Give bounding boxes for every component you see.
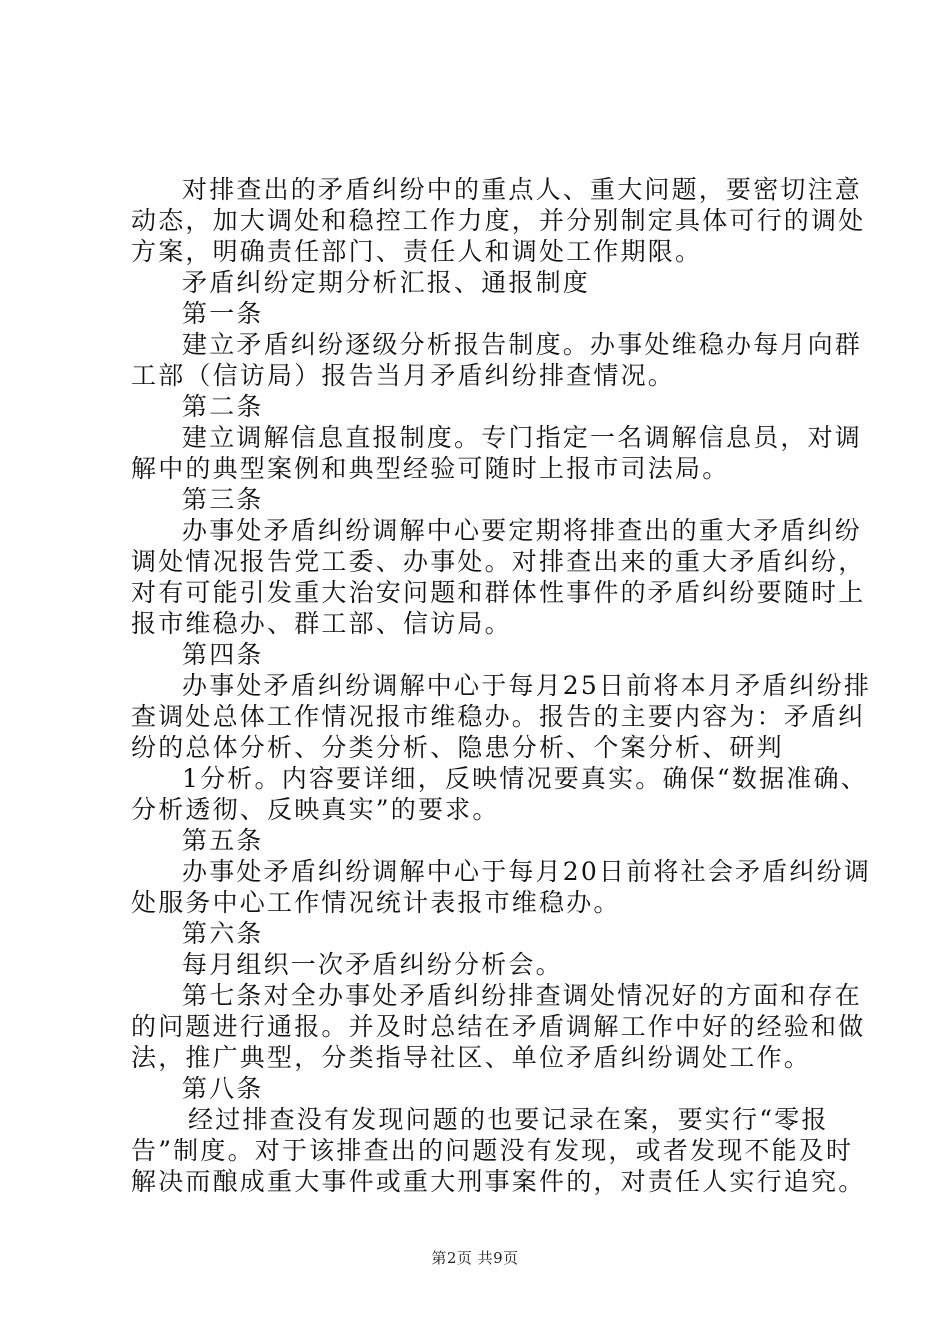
article-heading: 第三条 <box>182 485 264 514</box>
body-line: 处服务中心工作情况统计表报市维稳办。 <box>131 888 621 917</box>
body-line: 第七条对全办事处矛盾纠纷排查调处情况好的方面和存在 <box>182 981 863 1010</box>
body-line: 分析透彻、反映真实”的要求。 <box>131 795 500 824</box>
body-line: 建立矛盾纠纷逐级分析报告制度。办事处维稳办每月向群 <box>182 330 863 359</box>
article-heading: 第二条 <box>182 392 264 421</box>
body-line: 报市维稳办、群工部、信访局。 <box>131 609 512 638</box>
body-line: 建立调解信息直报制度。专门指定一名调解信息员，对调 <box>182 423 863 452</box>
body-line: 方案，明确责任部门、责任人和调处工作期限。 <box>131 237 703 266</box>
body-line: 办事处矛盾纠纷调解中心要定期将排查出的重大矛盾纠纷 <box>182 516 863 545</box>
body-line: 查调处总体工作情况报市维稳办。报告的主要内容为：矛盾纠 <box>131 702 866 731</box>
body-line: 1分析。内容要详细，反映情况要真实。确保“数据准确、 <box>182 764 868 793</box>
body-line: 解中的典型案例和典型经验可随时上报市司法局。 <box>131 454 730 483</box>
body-line: 的问题进行通报。并及时总结在矛盾调解工作中好的经验和做 <box>131 1012 866 1041</box>
section-heading: 矛盾纠纷定期分析汇报、通报制度 <box>182 268 591 297</box>
body-line: 对有可能引发重大治安问题和群体性事件的矛盾纠纷要随时上 <box>131 578 866 607</box>
body-line: 办事处矛盾纠纷调解中心于每月20日前将社会矛盾纠纷调 <box>182 857 872 886</box>
body-line: 调处情况报告党工委、办事处。对排查出来的重大矛盾纠纷， <box>131 547 866 576</box>
body-line: 告”制度。对于该排查出的问题没有发现，或者发现不能及时 <box>131 1136 854 1165</box>
body-line: 对排查出的矛盾纠纷中的重点人、重大问题，要密切注意 <box>182 175 863 204</box>
article-heading: 第八条 <box>182 1074 264 1103</box>
body-line: 动态，加大调处和稳控工作力度，并分别制定具体可行的调处 <box>131 206 866 235</box>
body-line: 解决而酿成重大事件或重大刑事案件的，对责任人实行追究。 <box>131 1167 866 1196</box>
body-line: 经过排查没有发现问题的也要记录在案，要实行“零报 <box>188 1105 829 1134</box>
article-heading: 第四条 <box>182 640 264 669</box>
body-line: 纷的总体分析、分类分析、隐患分析、个案分析、研判 <box>131 733 784 762</box>
article-heading: 第一条 <box>182 299 264 328</box>
page-number-footer: 第2页 共9页 <box>431 1249 519 1267</box>
body-line: 工部（信访局）报告当月矛盾纠纷排查情况。 <box>131 361 676 390</box>
body-line: 办事处矛盾纠纷调解中心于每月25日前将本月矛盾纠纷排 <box>182 671 872 700</box>
article-heading: 第五条 <box>182 826 264 855</box>
body-line: 法，推广典型，分类指导社区、单位矛盾纠纷调处工作。 <box>131 1043 812 1072</box>
body-line: 每月组织一次矛盾纠纷分析会。 <box>182 950 563 979</box>
article-heading: 第六条 <box>182 919 264 948</box>
